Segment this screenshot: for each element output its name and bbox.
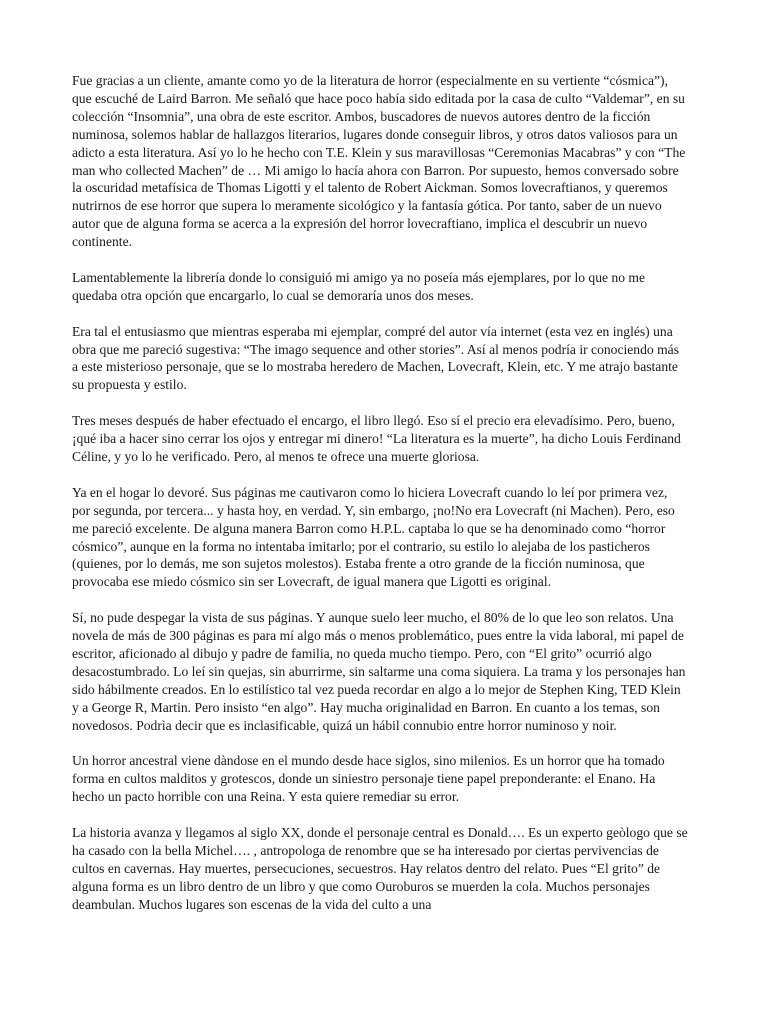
paragraph-5: Ya en el hogar lo devoré. Sus páginas me cautivaron como lo hiciera Lovecraft cuando lo leí por primera vez, por segunda, por tercera... y hasta hoy, en verdad. Y, sin embargo, ¡no!No era Lovecraft (ni Machen). Pero, eso me pareció excelente. De alguna manera Barron como H.P.L. captaba lo que se ha denominado como “horror cósmico”, aunque en la forma no intentaba imitarlo; por el contrario, su estilo lo alejaba de los pasticheros (quienes, por lo demás, me son sujetos molestos). Estaba frente a otro grande de la ficción numinosa, que provocaba ese miedo cósmico sin ser Lovecraft, de igual manera que Ligotti es original. (72, 484, 675, 590)
paragraph-8: La historia avanza y llegamos al siglo XX, donde el personaje central es Donald…. Es un experto geòlogo que se ha casado con la bella Michel…. , antropologa de renombre que se ha interesado por ciertas pervivencias de cultos en cavernas. Hay muertes, persecuciones, secuestros. Hay relatos dentro del relato. Pues “El grito” de alguna forma es un libro dentro de un libro y que como Ouroburos se muerden la cola. Muchos personajes deambulan. Muchos lugares son escenas de la vida del culto a una (72, 824, 688, 912)
paragraph-7: Un horror ancestral viene dàndose en el mundo desde hace siglos, sino milenios. Es un horror que ha tomado forma en cultos malditos y grotescos, donde un siniestro personaje tiene papel preponderante: el Enano. Ha hecho un pacto horrible con una Reina. Y esta quiere remediar su error. (72, 753, 665, 805)
paragraph-4: Tres meses después de haber efectuado el encargo, el libro llegó. Eso sí el precio era elevadísimo. Pero, bueno, ¡qué iba a hacer sino cerrar los ojos y entregar mi dinero! “La literatura es la muerte”, ha dicho Louis Ferdinand Céline, y yo lo he verificado. Pero, al menos te ofrece una muerte gloriosa. (72, 413, 681, 464)
paragraph-6: Sí, no pude despegar la vista de sus páginas. Y aunque suelo leer mucho, el 80% de lo que leo son relatos. Una novela de más de 300 páginas es para mí algo más o menos problemático, pues entre la vida laboral, mi papel de escritor, aficionado al dibujo y padre de familia, no queda mucho tiempo. Pero, con “El grito” ocurrió algo desacostumbrado. Lo leí sin quejas, sin aburrirme, sin saltarme una coma siquiera. La trama y los personajes han sido hábilmente creados. En lo estilístico tal vez pueda recordar en algo a lo mejor de Stephen King, TED Klein y a George R, Martin. Pero insisto “en algo”. Hay mucha originalidad en Barron. En cuanto a los temas, son novedosos. Podrìa decir que es inclasificable, quizá un hábil connubio entre horror numinoso y noir. (72, 610, 686, 733)
paragraph-2: Lamentablemente la librería donde lo consiguió mi amigo ya no poseía más ejemplares, por lo que no me quedaba otra opción que encargarlo, lo cual se demoraría unos dos meses. (72, 269, 646, 303)
paragraph-3: Era tal el entusiasmo que mientras esperaba mi ejemplar, compré del autor vía internet (esta vez en inglés) una obra que me pareció sugestiva: “The imago sequence and other stories”. Así al menos podría ir conociendo más a este misterioso personaje, que se lo mostraba heredero de Machen, Lovecraft, Klein, etc. Y me atrajo bastante su propuesta y estilo. (72, 323, 679, 393)
document-page (72, 72, 688, 931)
paragraph-1: Fue gracias a un cliente, amante como yo de la literatura de horror (especialmente en su vertiente “cósmica”), que escuché de Laird Barron. Me señaló que hace poco había sido editada por la casa de culto “Valdemar”, en su colección “Insomnia”, una obra de este escritor. Ambos, buscadores de nuevos autores dentro de la ficción numinosa, solemos hablar de hallazgos literarios, lugares donde conseguir libros, y otros datos valiosos para un adicto a esta literatura. Así yo lo he hecho con T.E. Klein y sus maravillosas “Ceremonias Macabras” y con “The man who collected Machen” de … Mi amigo lo hacía ahora con Barron. Por supuesto, hemos conversado sobre la oscuridad metafísica de Thomas Ligotti y el talento de Robert Aickman. Somos lovecraftianos, y queremos nutrirnos de ese horror que supera lo meramente sicológico y la fantasía gótica. Por tanto, saber de un nuevo autor que de alguna forma se acerca a la expresión del horror lovecraftiano, implica el descubrir un nuevo continente. (72, 73, 686, 250)
